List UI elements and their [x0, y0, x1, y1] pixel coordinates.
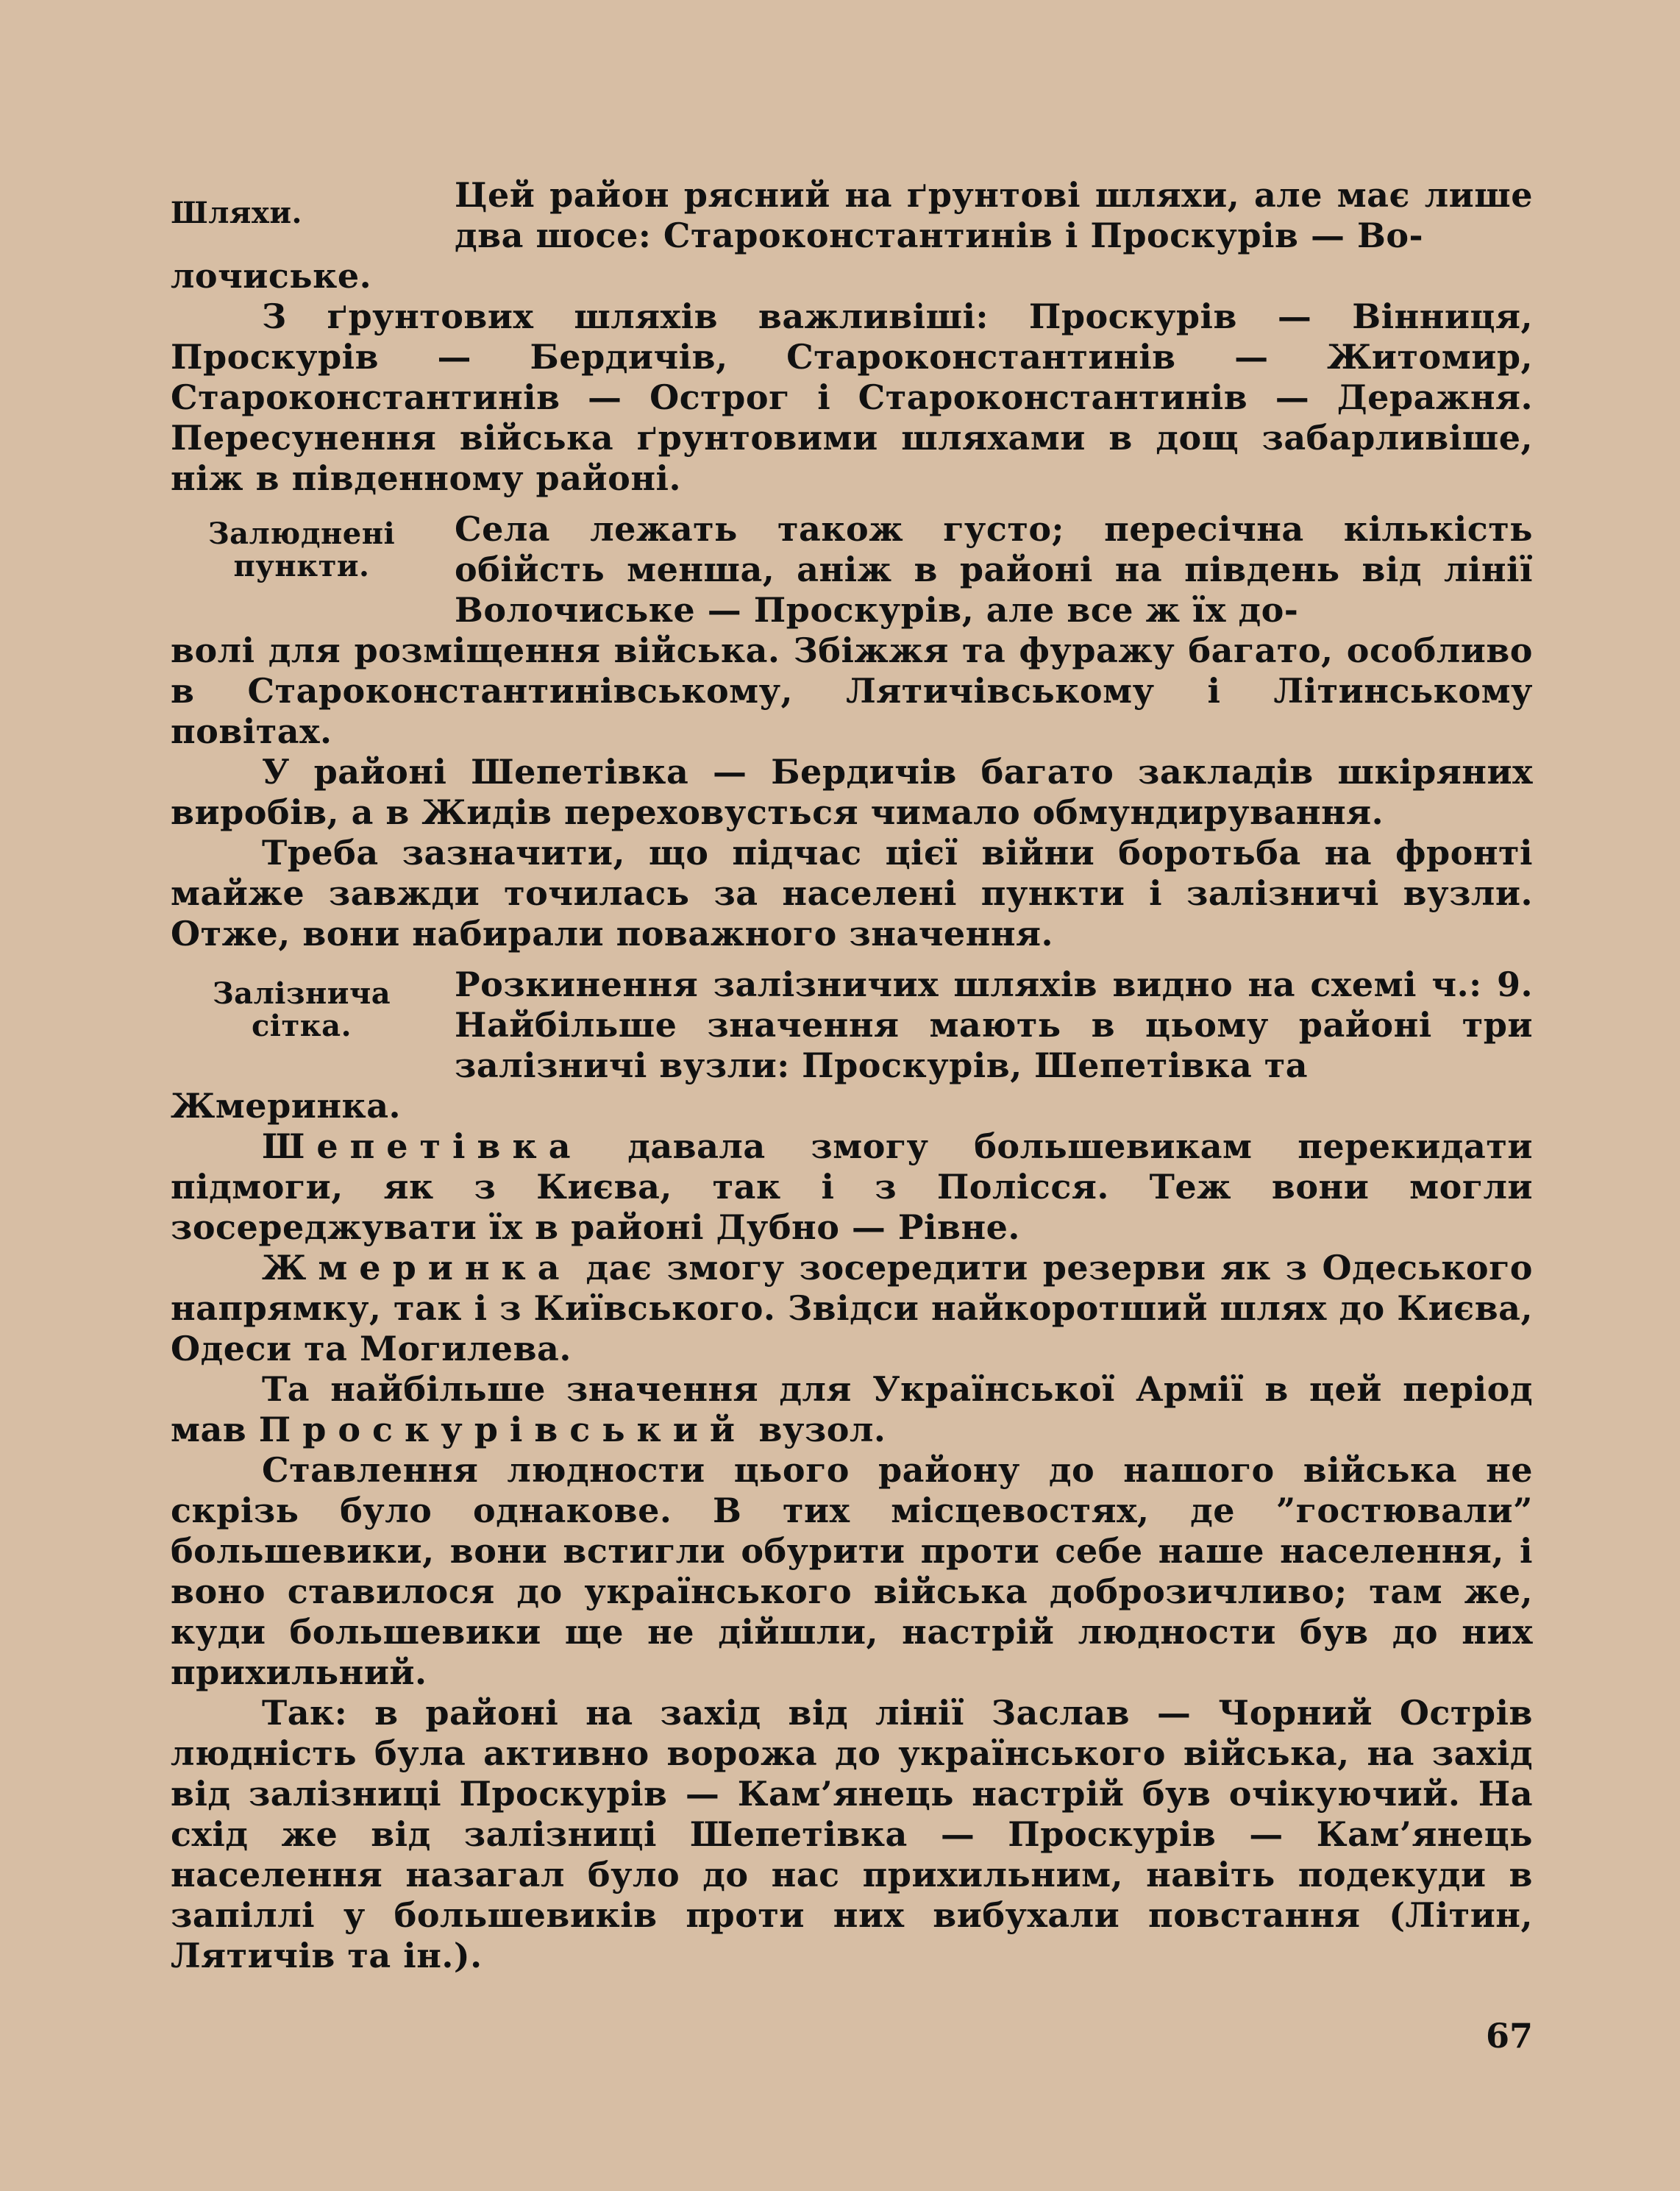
population-attitude-paragraph: Ставлення людности цього району до нашого війська не скрізь було однакове. В тих місцевостях, де ”гостювали” большевики, вони встигли обурити проти себе наше населення, і воно ставилося до українського війська доброзичливо; там же, куди большевики ще не дійшли, настрій людности був до них прихильний. — [171, 1450, 1533, 1692]
population-regions-paragraph: Так: в районі на захід від лінії Заслав — Чорний Острів людність була активно ворожа до українського війська, на захід від залізниці Проскурів — Кам’янець настрій був очікуючий. На схід же від залізниці Шепетівка — Проскурів — Кам’янець населення назагал було до нас прихильним, навіть подекуди в запіллі у большевиків проти них вибухали повстання (Літин, Лятичів та ін.). — [171, 1693, 1533, 1975]
margin-heading-roads: Шляхи. — [171, 196, 302, 230]
section-roads — [171, 175, 1533, 256]
spaced-term: Жмеринка — [262, 1248, 572, 1288]
margin-heading-railway: Залізнича сітка. — [212, 976, 391, 1043]
railway-lead-continuation: Жмеринка. — [171, 1086, 402, 1126]
railway-lead-paragraph: Розкинення залізничих шляхів видно на схемі ч.: 9. Найбільше значення мають в цьому районі три залізничі вузли: Проскурів, Шепетівка та — [455, 965, 1533, 1085]
section-settlements — [171, 509, 1533, 631]
settlements-paragraph-3: Треба зазначити, що підчас цієї війни боротьба на фронті майже завжди точилась за населені пункти і залізничі вузли. Отже, вони набирали поважного значення. — [171, 833, 1533, 954]
spaced-term: Проскурівський — [258, 1410, 747, 1449]
settlements-lead-continuation: волі для розміщення війська. Збіжжя та фуражу багато, особливо в Староконстантинівському, Лятичівському і Літинському повітах. — [171, 631, 1533, 751]
roads-lead-continuation: лочиське. — [171, 256, 372, 296]
page-content — [171, 175, 1533, 1976]
page-number: 67 — [1485, 2016, 1533, 2056]
railway-paragraph-shepetivka: Шепетівка давала змогу большевикам перекидати підмоги, як з Києва, так і з Полісся. Теж вони могли зосереджувати їх в районі Дубно — Рівне. — [171, 1126, 1533, 1247]
roads-paragraph-2: З ґрунтових шляхів важливіші: Проскурів — Вінниця, Проскурів — Бердичів, Староконстантинів — Житомир, Староконстантинів — Острог і Староконстантинів — Деражня. Пересунення війська ґрунтовими шляхами в дощ забарливіше, ніж в південному районі. — [171, 296, 1533, 498]
spaced-term: Шепетівка — [262, 1126, 583, 1166]
railway-paragraph-zhmerynka: Жмеринка дає змогу зосередити резерви як з Одеського напрямку, так і з Київського. Звідси найкоротший шлях до Києва, Одеси та Могилева. — [171, 1248, 1533, 1368]
railway-paragraph-proskuriv: Та найбільше значення для Української Армії в цей період мав Проскурівський вузол. — [171, 1369, 1533, 1449]
settlements-lead-paragraph: Села лежать також густо; пересічна кількість обійсть менша, аніж в районі на південь від лінії Волочиське — Проскурів, але все ж їх до- — [455, 509, 1533, 630]
settlements-paragraph-2: У районі Шепетівка — Бердичів багато закладів шкіряних виробів, а в Жидів переховусться чимало обмундирування. — [171, 752, 1533, 832]
margin-heading-settlements: Залюднені пункти. — [207, 516, 396, 583]
section-railway — [171, 965, 1533, 1086]
roads-lead-paragraph: Цей район рясний на ґрунтові шляхи, але має лише два шосе: Староконстантинів і Проскурів — Во- — [455, 175, 1533, 255]
